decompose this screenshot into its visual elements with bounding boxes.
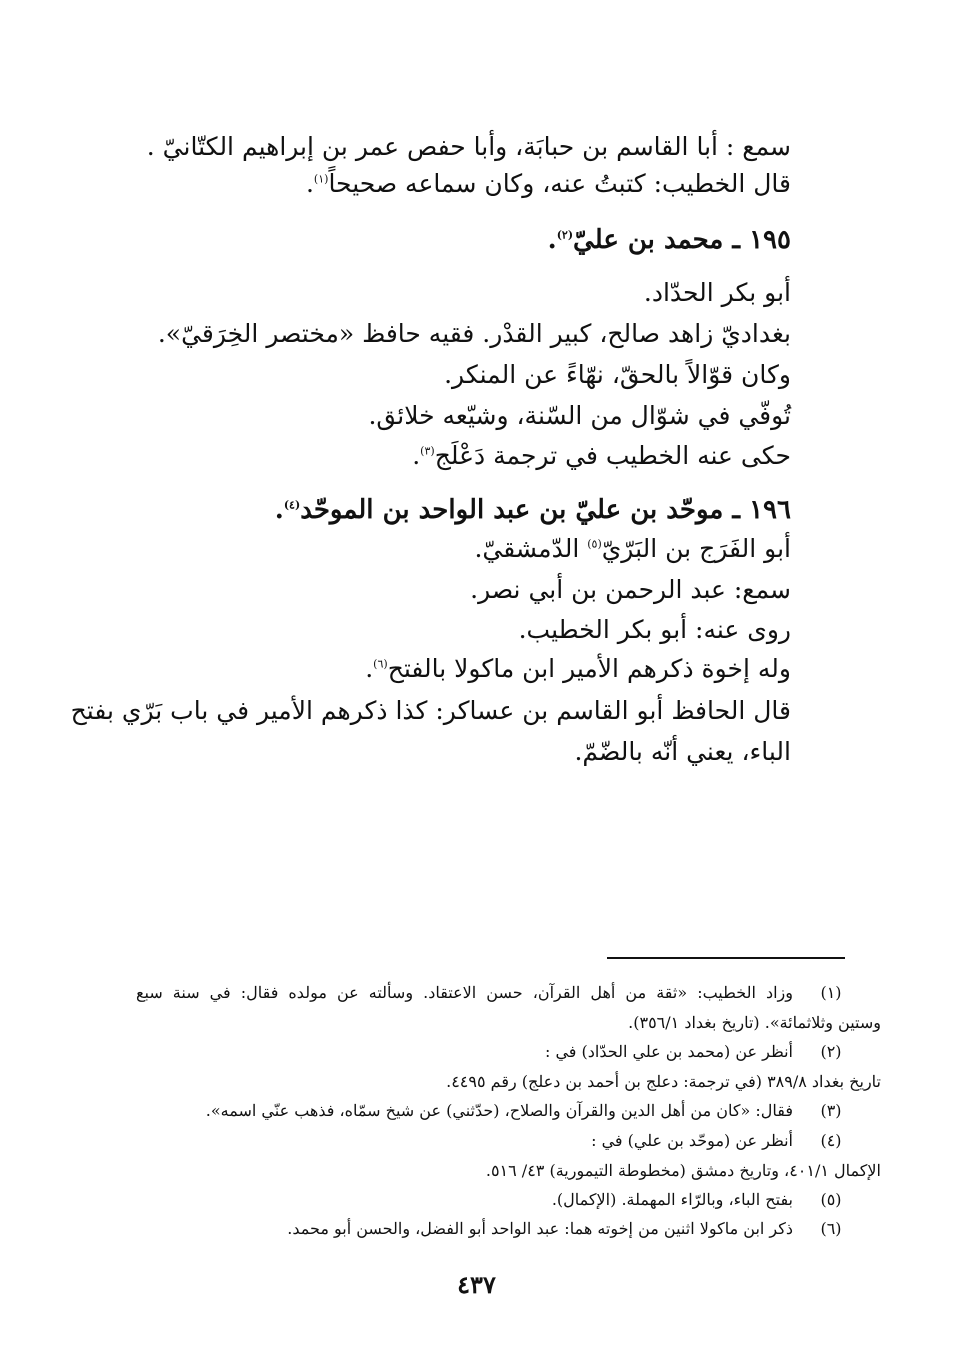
text-line: سمع: عبد الرحمن بن أبي نصر. (470, 575, 791, 604)
footnote-ref[interactable]: (٢) (556, 228, 574, 242)
footnote-number: (٣) (820, 1101, 842, 1120)
entry-heading: ١٩٥ ـ محمد بن عليّ$^{(٢)}$. (547, 225, 791, 255)
footnote-text: فقال: «كان من أهل الدين والقرآن والصلاح، (حدّثني) عن شيخ سمّاه، فذهب عنّي اسمه». (205, 1101, 793, 1120)
footnote-ref[interactable]: (١) (313, 172, 329, 186)
entry-heading: ١٩٦ ـ موحّد بن عليّ بن عبد الواحد بن الموحّد$^{(٤)}$. (274, 495, 791, 525)
footnote-ref[interactable]: (٥) (587, 537, 602, 551)
footnote-text: أنظر عن (محمد بن علي الحدّاد) في : (544, 1042, 793, 1061)
text-line: روى عنه: أبو بكر الخطيب. (518, 615, 791, 644)
page-number: ٤٣٧ (457, 1270, 496, 1299)
footnote-number: (٤) (820, 1131, 842, 1150)
text-line: تُوفّي في شوّال من السّنة، وشيّعه خلائق. (368, 401, 791, 430)
text-line: الباء، يعني أنّه بالضّمّ. (574, 737, 791, 766)
footnote-text: وزاد الخطيب: «ثقة من أهل القرآن، حسن الاعتقاد. وسألته عن مولده فقال: في سنة سبع (136, 983, 793, 1002)
footnote-number: (٥) (820, 1190, 842, 1209)
footnote-text: ذكر ابن ماكولا اثنين من إخوته هما: عبد الواحد أبو الفضل، والحسن أبو محمد. (287, 1219, 793, 1238)
footnote-text: الإكمال ٤٠١/١، وتاريخ دمشق (مخطوطة التيمورية) ٤٣/ ٥١٦. (485, 1161, 881, 1180)
text-line: وله إخوة ذكرهم الأمير ابن ماكولا بالفتح$^{(٦)}$. (365, 654, 791, 683)
footnote-text: أنظر عن (موحّد بن علي) في : (591, 1131, 793, 1150)
footnote-text: بفتح الباء، وبالرّاء المهملة. (الإكمال). (551, 1190, 793, 1209)
footnote-number: (٦) (820, 1219, 842, 1238)
footnote-text: تاريخ بغداد ٣٨٩/٨ (في ترجمة: دعلج بن أحمد بن دعلج) رقم ٤٤٩٥. (446, 1072, 881, 1091)
footnote-ref[interactable]: (٤) (283, 498, 301, 512)
text-line: قال الخطيب: كتبتُ عنه، وكان سماعه صحيحاً$^{(١)}$. (305, 169, 791, 198)
text-line: وكان قوّالاً بالحقّ، نهّاءً عن المنكر. (444, 360, 791, 389)
text-line: أبو الفَرَج بن البَرّيّ$^{(٥)}$ الدّمشقيّ. (474, 534, 791, 563)
footnote-ref[interactable]: (٣) (420, 444, 435, 458)
footnote-ref[interactable]: (٦) (373, 657, 388, 671)
text-line: بغداديّ زاهد صالح، كبير القدْر. فقيه حافظ «مختصر الخِرَقيّ». (157, 319, 791, 348)
text-line: أبو بكر الحدّاد. (643, 278, 791, 307)
text-line: قال الحافظ أبو القاسم بن عساكر: كذا ذكرهم الأمير في باب بَرّي بفتح (70, 696, 791, 725)
text-line: سمع : أبا القاسم بن حبابَة، وأبا حفص عمر بن إبراهيم الكتّانيّ . (146, 132, 791, 161)
footnote-text: وستين وثلاثمائة». (تاريخ بغداد ٣٥٦/١). (628, 1013, 881, 1032)
text-line: حكى عنه الخطيب في ترجمة دَعْلَج$^{(٣)}$. (412, 441, 791, 470)
footnote-number: (١) (820, 983, 842, 1002)
footnote-number: (٢) (820, 1042, 842, 1061)
footnote-separator (607, 957, 845, 959)
